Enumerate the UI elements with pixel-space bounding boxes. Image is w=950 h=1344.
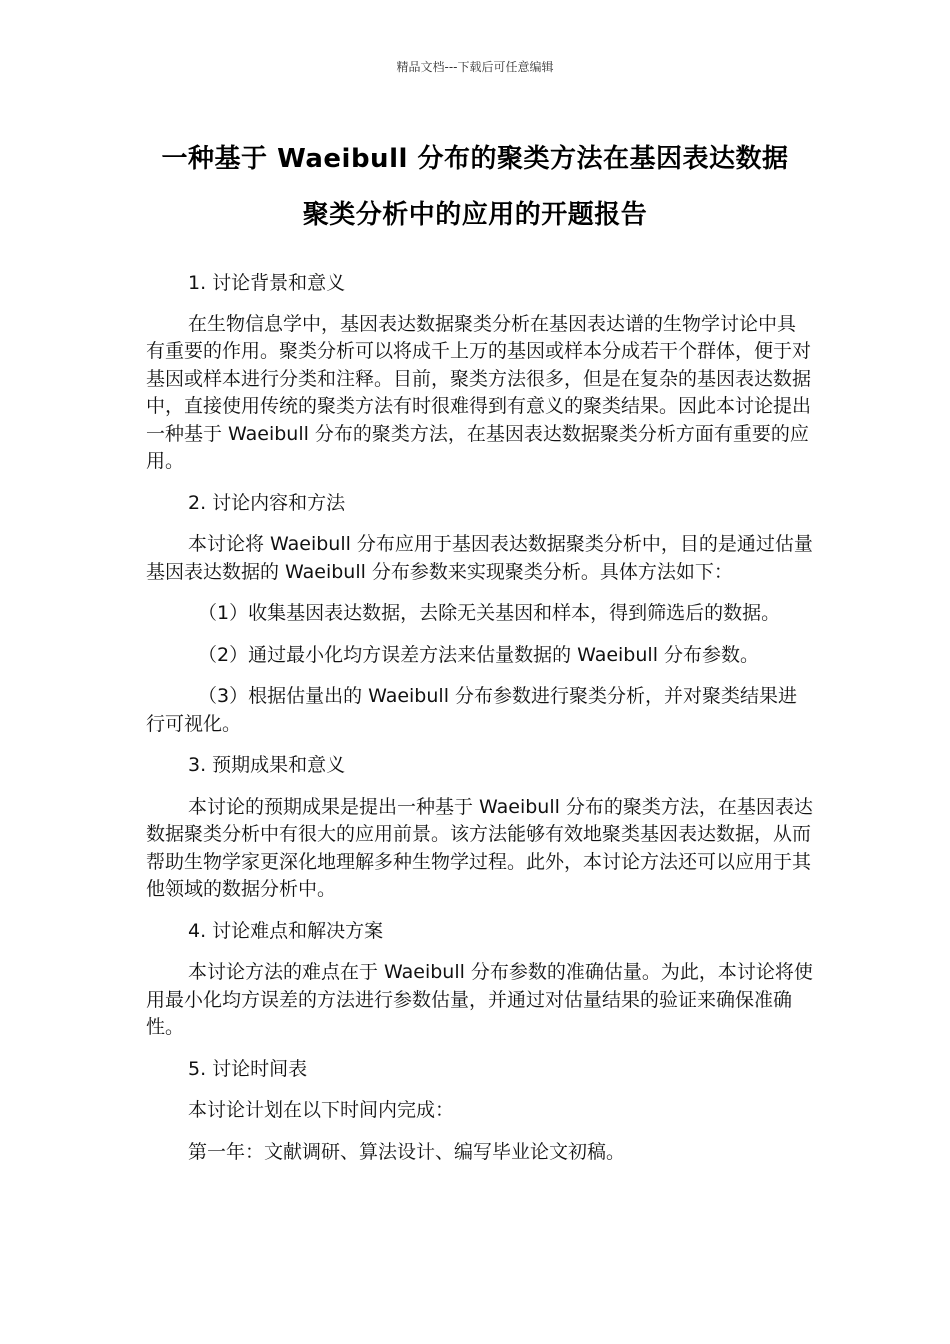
section-1-paragraph: 在生物信息学中，基因表达数据聚类分析在基因表达谱的生物学讨论中具有重要的作用。聚类分析可以将成千上万的基因或样本分成若干个群体，便于对基因或样本进行分类和注释。目前，聚类方法很多，但是在复杂的基因表达数据中，直接使用传统的聚类方法有时很难得到有意义的聚类结果。因此本讨论提出一种基于 Waeibull 分布的聚类方法，在基因表达数据聚类分析方面有重要的应用。 bbox=[146, 312, 812, 472]
header-note: 精品文档---下载后可任意编辑 bbox=[396, 60, 554, 74]
section-2-paragraph: 本讨论将 Waeibull 分布应用于基因表达数据聚类分析中，目的是通过估量基因表达数据的 Waeibull 分布参数来实现聚类分析。具体方法如下： bbox=[146, 533, 813, 583]
section-4-paragraph: 本讨论方法的难点在于 Waeibull 分布参数的准确估量。为此，本讨论将使用最小化均方误差的方法进行参数估量，并通过对估量结果的验证来确保准确性。 bbox=[146, 961, 813, 1038]
section-2-heading: 2. 讨论内容和方法 bbox=[188, 491, 346, 514]
section-2-item-2: （2）通过最小化均方误差方法来估量数据的 Waeibull 分布参数。 bbox=[198, 643, 760, 666]
section-5-heading: 5. 讨论时间表 bbox=[188, 1057, 308, 1080]
section-2-item-3: （3）根据估量出的 Waeibull 分布参数进行聚类分析，并对聚类结果进行可视化。 bbox=[146, 685, 798, 735]
section-5-paragraph: 本讨论计划在以下时间内完成： bbox=[188, 1099, 455, 1121]
section-2-item-1: （1）收集基因表达数据，去除无关基因和样本，得到筛选后的数据。 bbox=[198, 602, 781, 624]
document-title-line-1: 一种基于 Waeibull 分布的聚类方法在基因表达数据 bbox=[161, 144, 789, 174]
document-title-line-2: 聚类分析中的应用的开题报告 bbox=[302, 200, 648, 230]
section-5-year-1: 第一年：文献调研、算法设计、编写毕业论文初稿。 bbox=[188, 1140, 626, 1163]
section-3-heading: 3. 预期成果和意义 bbox=[188, 754, 346, 776]
section-1-heading: 1. 讨论背景和意义 bbox=[188, 272, 346, 294]
section-4-heading: 4. 讨论难点和解决方案 bbox=[188, 919, 384, 942]
section-3-paragraph: 本讨论的预期成果是提出一种基于 Waeibull 分布的聚类方法，在基因表达数据聚类分析中有很大的应用前景。该方法能够有效地聚类基因表达数据，从而帮助生物学家更深化地理解多种生物学过程。此外，本讨论方法还可以应用于其他领域的数据分析中。 bbox=[146, 795, 813, 900]
document-body bbox=[146, 270, 814, 1166]
